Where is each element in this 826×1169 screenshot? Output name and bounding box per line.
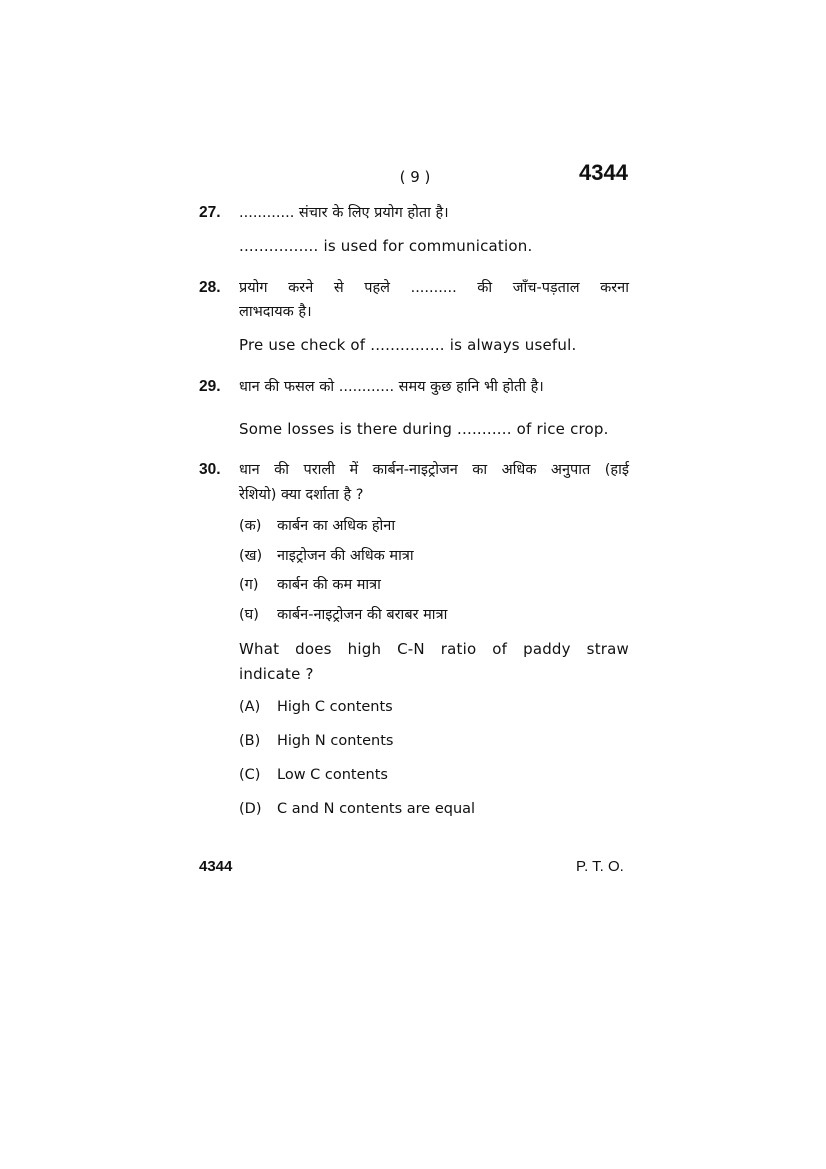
question-hindi-line1: धान की पराली में कार्बन-नाइट्रोजन का अधिक अनुपात (हाई [239, 462, 629, 478]
question-english: Some losses is there during ........... of rice crop. [239, 420, 609, 438]
question-hindi: धान की फसल को ............ समय कुछ हानि भी होती है। [239, 379, 544, 395]
english-option-c [239, 767, 388, 783]
page-number: ( 9 ) [399, 168, 431, 186]
english-option-d [239, 801, 475, 817]
option-label: (घ) [239, 607, 259, 623]
paper-code-footer: 4344 [199, 858, 233, 875]
hindi-option-ga [239, 574, 381, 594]
hindi-option-gha [239, 604, 447, 624]
option-label: (C) [239, 767, 261, 783]
paper-code-header: 4344 [579, 160, 628, 185]
question-number: 27. [199, 204, 221, 221]
option-label: (क) [239, 518, 262, 534]
option-text: C and N contents are equal [277, 801, 476, 817]
option-text: High N contents [277, 733, 394, 749]
option-label: (ग) [239, 577, 259, 593]
hindi-option-ka [239, 515, 395, 535]
question-hindi-line2: लाभदायक है। [239, 304, 312, 320]
option-text: Low C contents [277, 767, 388, 783]
option-text: नाइट्रोजन की अधिक मात्रा [277, 548, 414, 564]
question-english: Pre use check of ............... is always useful. [239, 336, 577, 354]
question-number: 29. [199, 378, 221, 395]
english-option-a [239, 699, 393, 715]
option-label: (D) [239, 801, 262, 817]
question-english-line2: indicate ? [239, 665, 314, 683]
option-text: High C contents [277, 699, 393, 715]
question-hindi-line2: रेशियो) क्या दर्शाता है ? [239, 487, 364, 503]
question-hindi: ............ संचार के लिए प्रयोग होता है। [239, 205, 449, 221]
option-text: कार्बन की कम मात्रा [277, 577, 381, 593]
option-label: (A) [239, 699, 261, 715]
option-label: (B) [239, 733, 261, 749]
question-hindi-line1: प्रयोग करने से पहले .......... की जाँच-पड़ताल करना [239, 280, 629, 296]
question-number: 30. [199, 461, 221, 478]
question-english: ................ is used for communication. [239, 237, 533, 255]
question-number: 28. [199, 279, 221, 296]
option-label: (ख) [239, 548, 263, 564]
english-option-b [239, 733, 393, 749]
option-text: कार्बन का अधिक होना [277, 518, 396, 534]
hindi-option-kha [239, 545, 414, 565]
pto-label: P. T. O. [576, 858, 624, 875]
option-text: कार्बन-नाइट्रोजन की बराबर मात्रा [277, 607, 448, 623]
question-english-line1: What does high C-N ratio of paddy straw [239, 640, 629, 658]
